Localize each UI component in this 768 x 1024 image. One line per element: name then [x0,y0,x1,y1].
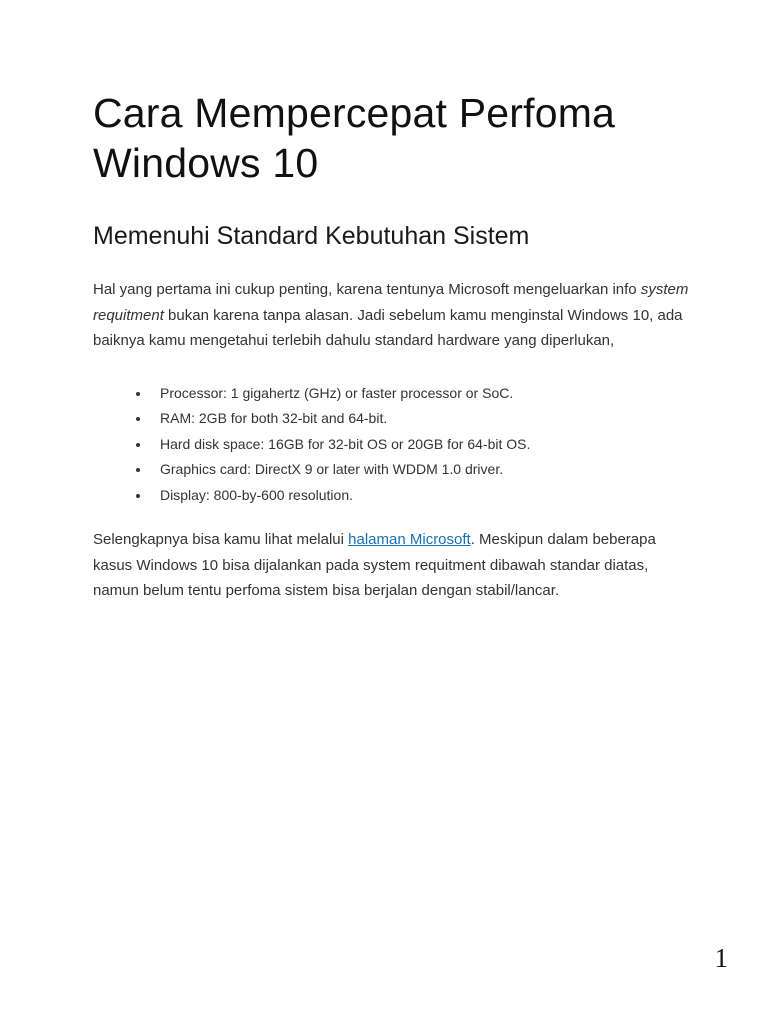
list-item-text: Graphics card: DirectX 9 or later with WDDM 1.0 driver. [160,461,504,478]
closing-text-end: . Meskipun dalam beberapa kasus Windows 10 bisa dijalankan pada system requitment dibawah standar diatas, namun belum tentu perfoma sistem bisa berjalan dengan stabil/lancar. [93,531,656,600]
document-page [93,88,693,604]
list-item-text: Hard disk space: 16GB for 32-bit OS or 20GB for 64-bit OS. [160,435,531,452]
page-number: 1 [714,943,728,973]
bullet-icon [136,468,140,472]
list-item [133,483,693,509]
list-item-text: Processor: 1 gigahertz (GHz) or faster processor or SoC. [160,384,514,401]
list-item-text: Display: 800-by-600 resolution. [160,486,353,503]
list-item [133,457,693,483]
list-item [133,406,693,432]
bullet-icon [136,417,140,421]
microsoft-page-link[interactable]: halaman Microsoft [348,531,471,549]
intro-text-end: bukan karena tanpa alasan. Jadi sebelum kamu menginstal Windows 10, ada baiknya kamu mengetahui terlebih dahulu standard hardware yang diperlukan, [93,306,683,349]
list-item [133,432,693,458]
list-item-text: RAM: 2GB for both 32-bit and 64-bit. [160,410,388,427]
closing-text-start: Selengkapnya bisa kamu lihat melalui [93,531,349,549]
list-item [133,381,693,407]
section-heading: Memenuhi Standard Kebutuhan Sistem [93,222,530,250]
intro-italic-term: system requitment [93,281,689,324]
bullet-icon [136,494,140,498]
bullet-icon [136,392,140,396]
intro-text-start: Hal yang pertama ini cukup penting, karena tentunya Microsoft mengeluarkan info [93,281,641,298]
requirements-list [93,381,693,509]
intro-paragraph [93,277,693,354]
closing-paragraph [93,527,693,604]
page-title: Cara Mempercepat Perfoma Windows 10 [93,90,616,186]
bullet-icon [136,443,140,447]
